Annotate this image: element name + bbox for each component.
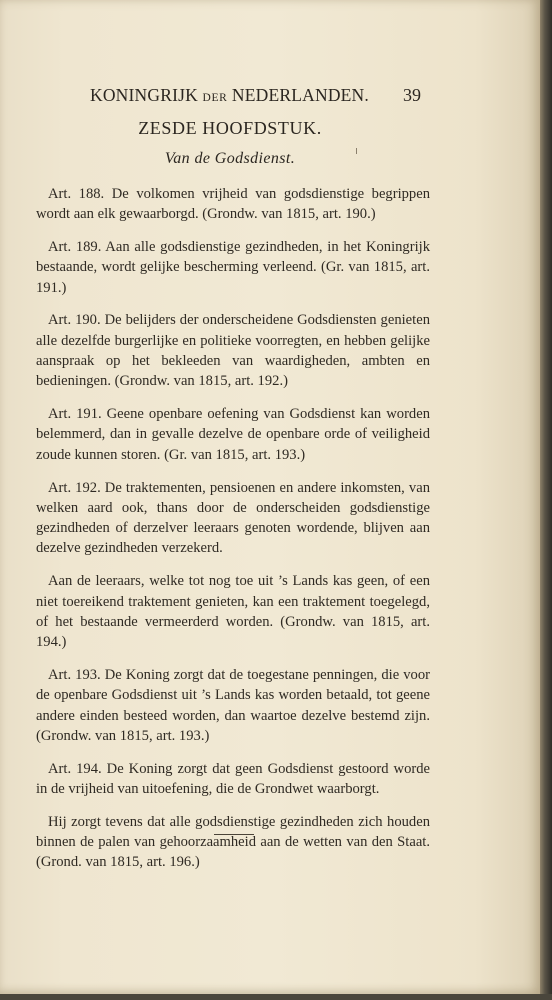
article-188: Art. 188. De volkomen vrijheid van godsdienstige begrippen wordt aan elk gewaarborgd. (Grondw. van 1815, art. 190.) [36, 186, 430, 223]
running-head-title-small: DER [202, 92, 228, 104]
article-190: Art. 190. De belijders der onderscheidene Godsdiensten genieten alle dezelfde burgerlijke en politieke voorregten, en hebben gelijke aanspraak op het bekleeden van waardigheden, ambten en bedieningen. (Grondw. van 1815, art. 192.) [36, 312, 430, 390]
article-193: Art. 193. De Koning zorgt dat de toegestane penningen, die voor de openbare Godsdienst uit ’s Lands kas worden betaald, tot geene andere einden besteed worden, dan waartoe dezelve bestemd zijn. (Grondw. van 1815, art. 193.) [36, 666, 430, 744]
running-head-title [90, 85, 369, 106]
article-192-continued: Aan de leeraars, welke tot nog toe uit ’s Lands kas geen, of een niet toereikend traktement genieten, kan een traktement toegelegd, of het bestaande vermeerderd worden. (Grondw. van 1815, art. 194.) [36, 573, 430, 651]
chapter-subtitle: Van de Godsdienst. [164, 150, 296, 167]
end-rule [214, 834, 254, 835]
body-text [36, 184, 430, 885]
page-bottom-edge [0, 994, 552, 1000]
running-head-title-part1: KONINGRIJK [90, 85, 203, 105]
article-191: Art. 191. Geene openbare oefening van Godsdienst kan worden belemmerd, dan in gevalle dezelve de openbare orde of veiligheid zoude kunnen storen. (Gr. van 1815, art. 193.) [36, 406, 430, 463]
page-number: 39 [403, 85, 421, 105]
article-194-continued: Hij zorgt tevens dat alle godsdienstige gezindheden zich houden binnen de palen van gehoorzaamheid aan de wetten van den Staat. (Grond. van 1815, art. 196.) [36, 813, 430, 871]
page-edge [540, 0, 552, 1000]
article-192: Art. 192. De traktementen, pensioenen en andere inkomsten, van welken aard ook, thans door de onderscheiden godsdienstige gezindheden of derzelver leeraars genoten wordende, blijven aan dezelve gezindheden verzekerd. [36, 479, 430, 557]
running-head [0, 85, 540, 107]
article-189: Art. 189. Aan alle godsdienstige gezindheden, in het Koningrijk bestaande, wordt gelijke bescherming verleend. (Gr. van 1815, art. 191.) [36, 239, 430, 296]
chapter-title: ZESDE HOOFDSTUK. [138, 118, 322, 138]
running-head-title-part2: NEDERLANDEN. [227, 85, 369, 105]
article-194: Art. 194. De Koning zorgt dat geen Godsdienst gestoord worde in de vrijheid van uitoefening, die de Grondwet waarborgt. [36, 760, 430, 797]
